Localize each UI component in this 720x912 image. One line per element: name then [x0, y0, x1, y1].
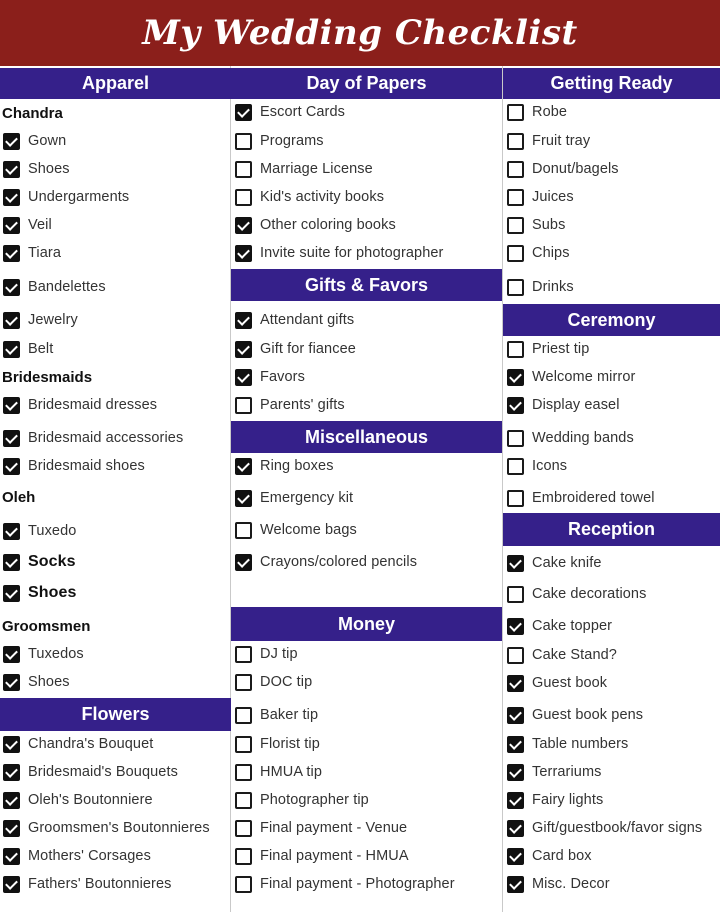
checked-checkbox[interactable]: [235, 104, 252, 121]
checked-checkbox[interactable]: [3, 764, 20, 781]
checklist-item: [0, 274, 230, 300]
checklist-item: [503, 212, 720, 238]
checklist-item-label: Crayons/colored pencils: [260, 554, 418, 570]
checklist-item-label: Photographer tip: [260, 792, 369, 808]
checklist-item-label: Guest book: [532, 675, 608, 691]
checklist-item-label: Shoes: [28, 674, 70, 690]
unchecked-checkbox[interactable]: [507, 647, 524, 664]
checklist-item: [503, 642, 720, 668]
unchecked-checkbox[interactable]: [507, 458, 524, 475]
checklist-item: [231, 240, 502, 266]
checked-checkbox[interactable]: [3, 217, 20, 234]
checklist-item-label: Final payment - Venue: [260, 820, 408, 836]
checked-checkbox[interactable]: [3, 523, 20, 540]
checklist-item: [0, 307, 230, 333]
checklist-item-label: Cake decorations: [532, 586, 647, 602]
unchecked-checkbox[interactable]: [235, 820, 252, 837]
checklist-item: [503, 731, 720, 757]
checklist-item: [231, 549, 502, 575]
checklist-item-label: Baker tip: [260, 707, 319, 723]
checklist-item-label: Welcome bags: [260, 522, 357, 538]
checklist-item-label: Bridesmaid shoes: [28, 458, 145, 474]
checklist-item-label: Gown: [28, 133, 67, 149]
checklist-item: [503, 240, 720, 266]
section-header-reception: Reception: [503, 513, 720, 546]
checklist-item: [503, 184, 720, 210]
subgroup-label: Groomsmen: [2, 618, 91, 635]
checklist-item-label: Cake Stand?: [532, 647, 617, 663]
checklist-item: [503, 156, 720, 182]
checked-checkbox[interactable]: [507, 736, 524, 753]
checked-checkbox[interactable]: [507, 618, 524, 635]
checklist-item-label: Wedding bands: [532, 430, 634, 446]
checklist-item: [503, 128, 720, 154]
checklist-item-label: Embroidered towel: [532, 490, 655, 506]
unchecked-checkbox[interactable]: [507, 104, 524, 121]
checklist-item: [503, 99, 720, 125]
checklist-item-label: Bridesmaid dresses: [28, 397, 158, 413]
unchecked-checkbox[interactable]: [235, 674, 252, 691]
checklist-item: [231, 759, 502, 785]
checklist-item-label: Cake knife: [532, 555, 602, 571]
checklist-item: [231, 392, 502, 418]
checklist-item-label: Juices: [532, 189, 574, 205]
checklist-item-label: Guest book pens: [532, 707, 644, 723]
checked-checkbox[interactable]: [3, 585, 20, 602]
checked-checkbox[interactable]: [3, 133, 20, 150]
checklist-item-label: Donut/bagels: [532, 161, 619, 177]
unchecked-checkbox[interactable]: [507, 245, 524, 262]
checklist-item-label: Card box: [532, 848, 592, 864]
section-header-money: Money: [231, 607, 502, 641]
checklist-item: [231, 184, 502, 210]
checked-checkbox[interactable]: [3, 397, 20, 414]
checklist-item: [0, 731, 230, 757]
checklist-item-label: Tiara: [28, 245, 61, 261]
checklist-item-label: Programs: [260, 133, 324, 149]
checked-checkbox[interactable]: [235, 341, 252, 358]
checklist-item-label: Shoes: [28, 584, 77, 601]
checklist-item-label: Final payment - HMUA: [260, 848, 409, 864]
checked-checkbox[interactable]: [235, 217, 252, 234]
unchecked-checkbox[interactable]: [235, 522, 252, 539]
checklist-item-label: Fathers' Boutonnieres: [28, 876, 172, 892]
checked-checkbox[interactable]: [507, 675, 524, 692]
checklist-item: [503, 485, 720, 511]
section-header-ceremony: Ceremony: [503, 304, 720, 336]
checklist-item-label: Groomsmen's Boutonnieres: [28, 820, 210, 836]
subgroup-label: Chandra: [2, 105, 63, 122]
checklist-item: [0, 815, 230, 841]
checklist-item: [231, 453, 502, 479]
checklist-item: [231, 843, 502, 869]
checklist-item-label: Fairy lights: [532, 792, 604, 808]
checklist-item: [231, 815, 502, 841]
checklist-item: [0, 128, 230, 154]
unchecked-checkbox[interactable]: [235, 764, 252, 781]
checklist-item-label: Tuxedos: [28, 646, 84, 662]
checked-checkbox[interactable]: [507, 555, 524, 572]
checklist-item-label: Emergency kit: [260, 490, 354, 506]
checklist-item: [503, 843, 720, 869]
checked-checkbox[interactable]: [507, 764, 524, 781]
checklist-item: [0, 184, 230, 210]
checklist-item: [0, 518, 230, 544]
unchecked-checkbox[interactable]: [507, 279, 524, 296]
title-banner: [0, 0, 720, 66]
checklist-item: [231, 364, 502, 390]
section-header-gifts-and-favors: Gifts & Favors: [231, 269, 502, 301]
checklist-item-label: Robe: [532, 104, 568, 120]
checklist-item-label: Icons: [532, 458, 568, 474]
checklist-item: [503, 425, 720, 451]
checked-checkbox[interactable]: [507, 820, 524, 837]
checklist-item: [231, 517, 502, 543]
checked-checkbox[interactable]: [3, 736, 20, 753]
checklist-item-label: Marriage License: [260, 161, 373, 177]
checklist-item-label: Tuxedo: [28, 523, 77, 539]
section-header-day-of-papers: Day of Papers: [231, 68, 502, 99]
checklist-item: [0, 549, 230, 575]
checklist-item: [231, 702, 502, 728]
checklist-item: [231, 787, 502, 813]
checklist-item-label: Display easel: [532, 397, 620, 413]
checked-checkbox[interactable]: [3, 161, 20, 178]
checklist-item: [0, 669, 230, 695]
checklist-item: [0, 787, 230, 813]
checklist-item: [0, 212, 230, 238]
unchecked-checkbox[interactable]: [235, 707, 252, 724]
section-header-apparel: Apparel: [0, 68, 231, 99]
unchecked-checkbox[interactable]: [507, 430, 524, 447]
checklist-item-label: Misc. Decor: [532, 876, 610, 892]
checklist-item-label: Bandelettes: [28, 279, 106, 295]
checklist-item-label: Veil: [28, 217, 52, 233]
checklist-item: [0, 641, 230, 667]
checklist-item-label: Florist tip: [260, 736, 320, 752]
checklist-item-label: Fruit tray: [532, 133, 591, 149]
checklist-item-label: Bridesmaid accessories: [28, 430, 184, 446]
checklist-item: [503, 613, 720, 639]
checklist-item: [503, 453, 720, 479]
checklist-item-label: Mothers' Corsages: [28, 848, 151, 864]
checklist-item-label: Final payment - Photographer: [260, 876, 455, 892]
checklist-item: [503, 815, 720, 841]
checked-checkbox[interactable]: [235, 458, 252, 475]
checklist-item-label: Chips: [532, 245, 570, 261]
checklist-item: [0, 871, 230, 897]
checked-checkbox[interactable]: [3, 189, 20, 206]
unchecked-checkbox[interactable]: [235, 646, 252, 663]
checked-checkbox[interactable]: [3, 430, 20, 447]
checked-checkbox[interactable]: [507, 876, 524, 893]
checklist-item: [503, 550, 720, 576]
checklist-item: [0, 240, 230, 266]
checklist-item-label: DJ tip: [260, 646, 298, 662]
checklist-item: [231, 871, 502, 897]
section-header-miscellaneous: Miscellaneous: [231, 421, 502, 453]
checklist-item-label: Other coloring books: [260, 217, 396, 233]
checklist-item-label: Invite suite for photographer: [260, 245, 444, 261]
checked-checkbox[interactable]: [507, 707, 524, 724]
checked-checkbox[interactable]: [3, 312, 20, 329]
checklist-item: [0, 336, 230, 362]
checklist-item: [231, 307, 502, 333]
checked-checkbox[interactable]: [3, 820, 20, 837]
checked-checkbox[interactable]: [235, 245, 252, 262]
checklist-item: [231, 485, 502, 511]
checklist-item: [0, 425, 230, 451]
checklist-item: [231, 336, 502, 362]
checklist-item: [503, 336, 720, 362]
unchecked-checkbox[interactable]: [235, 792, 252, 809]
unchecked-checkbox[interactable]: [507, 217, 524, 234]
checklist-item-label: Priest tip: [532, 341, 590, 357]
checklist-item: [503, 392, 720, 418]
checklist-item-label: Undergarments: [28, 189, 130, 205]
unchecked-checkbox[interactable]: [235, 133, 252, 150]
checked-checkbox[interactable]: [235, 312, 252, 329]
checklist-item: [0, 580, 230, 606]
checklist-item: [0, 759, 230, 785]
checklist-item-label: Jewelry: [28, 312, 78, 328]
unchecked-checkbox[interactable]: [507, 161, 524, 178]
checked-checkbox[interactable]: [507, 369, 524, 386]
unchecked-checkbox[interactable]: [235, 161, 252, 178]
checklist-item-label: Favors: [260, 369, 305, 385]
checklist-item-label: Cake topper: [532, 618, 613, 634]
checklist-item: [503, 702, 720, 728]
checked-checkbox[interactable]: [507, 397, 524, 414]
unchecked-checkbox[interactable]: [235, 848, 252, 865]
checked-checkbox[interactable]: [3, 646, 20, 663]
checklist-item: [503, 274, 720, 300]
checked-checkbox[interactable]: [3, 674, 20, 691]
unchecked-checkbox[interactable]: [235, 397, 252, 414]
unchecked-checkbox[interactable]: [507, 189, 524, 206]
checklist-item: [231, 641, 502, 667]
checked-checkbox[interactable]: [3, 876, 20, 893]
checked-checkbox[interactable]: [235, 369, 252, 386]
checklist-item: [231, 731, 502, 757]
checked-checkbox[interactable]: [235, 490, 252, 507]
checklist-item-label: Parents' gifts: [260, 397, 345, 413]
unchecked-checkbox[interactable]: [507, 586, 524, 603]
checklist-item-label: Belt: [28, 341, 54, 357]
unchecked-checkbox[interactable]: [507, 490, 524, 507]
checked-checkbox[interactable]: [3, 458, 20, 475]
unchecked-checkbox[interactable]: [235, 736, 252, 753]
checklist-item-label: HMUA tip: [260, 764, 323, 780]
checklist-item: [503, 871, 720, 897]
checklist-item: [231, 212, 502, 238]
unchecked-checkbox[interactable]: [507, 341, 524, 358]
checklist-item: [503, 581, 720, 607]
checklist-item: [0, 453, 230, 479]
checklist-item: [0, 392, 230, 418]
checked-checkbox[interactable]: [3, 792, 20, 809]
checklist-item: [231, 669, 502, 695]
checklist-item-label: Socks: [28, 553, 76, 570]
subgroup-label: Oleh: [2, 489, 36, 506]
checklist-item-label: Attendant gifts: [260, 312, 355, 328]
checklist-item-label: Kid's activity books: [260, 189, 385, 205]
checklist-item: [231, 99, 502, 125]
checklist-item-label: Drinks: [532, 279, 574, 295]
subgroup-label: Bridesmaids: [2, 369, 93, 386]
checklist-item-label: DOC tip: [260, 674, 313, 690]
page-title: My Wedding Checklist: [142, 13, 578, 53]
checked-checkbox[interactable]: [235, 554, 252, 571]
checklist-item: [503, 670, 720, 696]
checklist-item: [231, 128, 502, 154]
section-header-flowers: Flowers: [0, 698, 231, 731]
checklist-item-label: Gift for fiancee: [260, 341, 356, 357]
unchecked-checkbox[interactable]: [235, 876, 252, 893]
checklist-item-label: Shoes: [28, 161, 70, 177]
checked-checkbox[interactable]: [3, 341, 20, 358]
checked-checkbox[interactable]: [3, 245, 20, 262]
checklist-item-label: Gift/guestbook/favor signs: [532, 820, 703, 836]
unchecked-checkbox[interactable]: [507, 133, 524, 150]
checked-checkbox[interactable]: [507, 792, 524, 809]
checklist-item: [231, 156, 502, 182]
unchecked-checkbox[interactable]: [235, 189, 252, 206]
checked-checkbox[interactable]: [507, 848, 524, 865]
checklist-item-label: Bridesmaid's Bouquets: [28, 764, 178, 780]
checklist-item-label: Chandra's Bouquet: [28, 736, 154, 752]
checked-checkbox[interactable]: [3, 279, 20, 296]
section-header-getting-ready: Getting Ready: [503, 68, 720, 99]
checklist-item-label: Subs: [532, 217, 566, 233]
checklist-item-label: Escort Cards: [260, 104, 345, 120]
checklist-item: [503, 787, 720, 813]
checklist-item-label: Welcome mirror: [532, 369, 636, 385]
checklist-item-label: Terrariums: [532, 764, 602, 780]
checklist-item-label: Oleh's Boutonniere: [28, 792, 153, 808]
checklist-item-label: Ring boxes: [260, 458, 334, 474]
checklist-item: [503, 364, 720, 390]
checklist-item-label: Table numbers: [532, 736, 629, 752]
checklist-item: [503, 759, 720, 785]
checked-checkbox[interactable]: [3, 554, 20, 571]
checklist-item: [0, 843, 230, 869]
checklist-item: [0, 156, 230, 182]
checked-checkbox[interactable]: [3, 848, 20, 865]
